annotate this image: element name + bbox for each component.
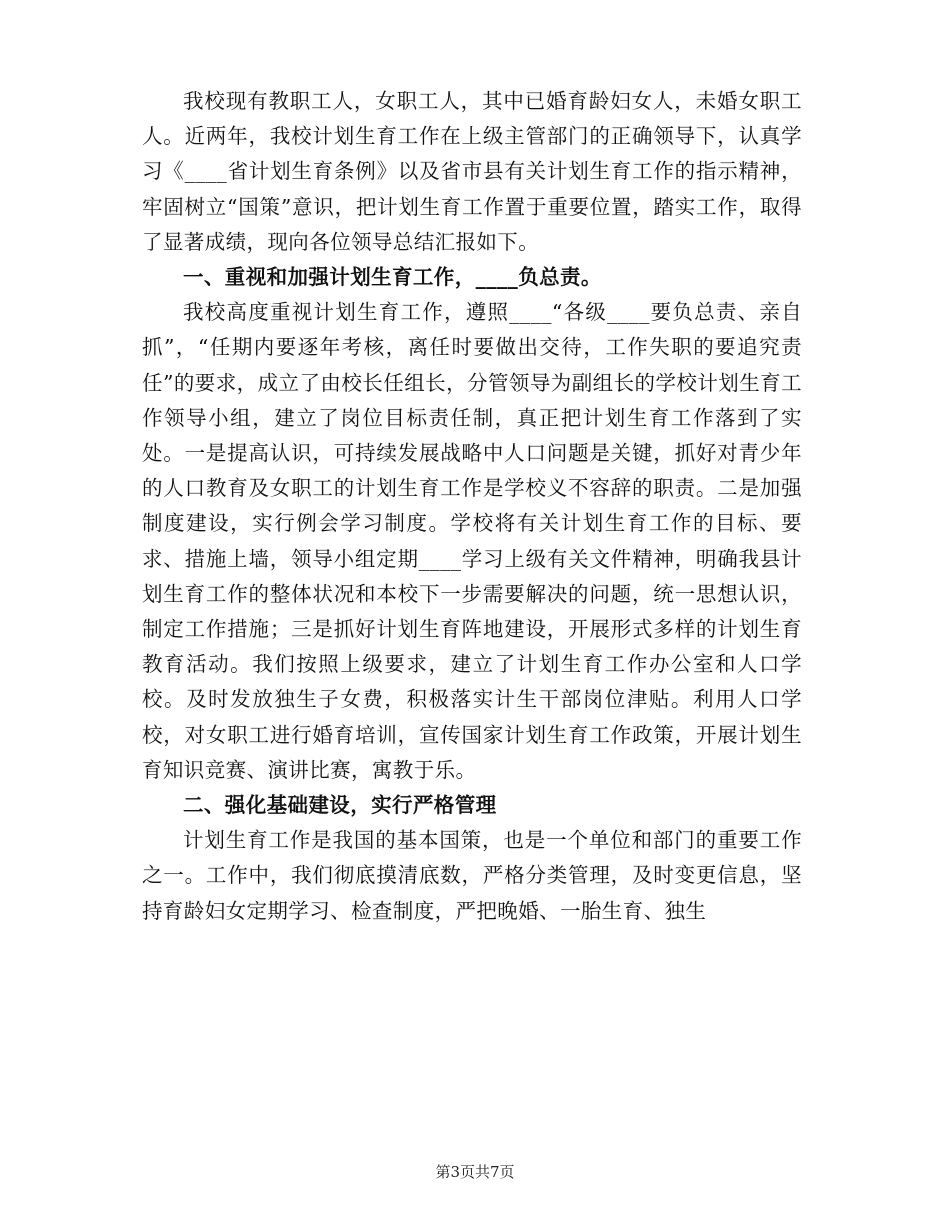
section-heading-2: 二、强化基础建设，实行严格管理 (183, 793, 497, 818)
page-number-footer: 第3页共7页 (435, 1163, 515, 1181)
section-1-paragraph: 我校高度重视计划生育工作，遵照____“各级____要负总责、亲自抓”，“任期内要逐年考核，离任时要做出交待，工作失职的要追究责任”的要求，成立了由校长任组长，分管领导为副组长的学校计划生育工作领导小组，建立了岗位目标责任制，真正把计划生育工作落到了实处。一是提高认识，可持续发展战略中人口问题是关键，抓好对青少年的人口教育及女职工的计划生育工作是学校义不容辞的职责。二是加强制度建设，实行例会学习制度。学校将有关计划生育工作的目标、要求、措施上墙，领导小组定期____学习上级有关文件精神，明确我县计划生育工作的整体状况和本校下一步需要解决的问题，统一思想认识，制定工作措施；三是抓好计划生育阵地建设，开展形式多样的计划生育教育活动。我们按照上级要求，建立了计划生育工作办公室和人口学校。及时发放独生子女费，积极落实计生干部岗位津贴。利用人口学校，对女职工进行婚育培训，宣传国家计划生育工作政策，开展计划生育知识竞赛、演讲比赛，寓教于乐。 (142, 300, 802, 782)
section-heading-1: 一、重视和加强计划生育工作，____负总责。 (183, 265, 602, 290)
document-body (142, 84, 802, 929)
section-2-paragraph: 计划生育工作是我国的基本国策，也是一个单位和部门的重要工作之一。工作中，我们彻底摸清底数，严格分类管理，及时变更信息，坚持育龄妇女定期学习、检查制度，严把晚婚、一胎生育、独生 (142, 828, 802, 923)
intro-paragraph: 我校现有教职工人，女职工人，其中已婚育龄妇女人，未婚女职工人。近两年，我校计划生育工作在上级主管部门的正确领导下，认真学习《____省计划生育条例》以及省市县有关计划生育工作的指示精神，牢固树立“国策”意识，把计划生育工作置于重要位置，踏实工作，取得了显著成绩，现向各位领导总结汇报如下。 (142, 89, 802, 254)
